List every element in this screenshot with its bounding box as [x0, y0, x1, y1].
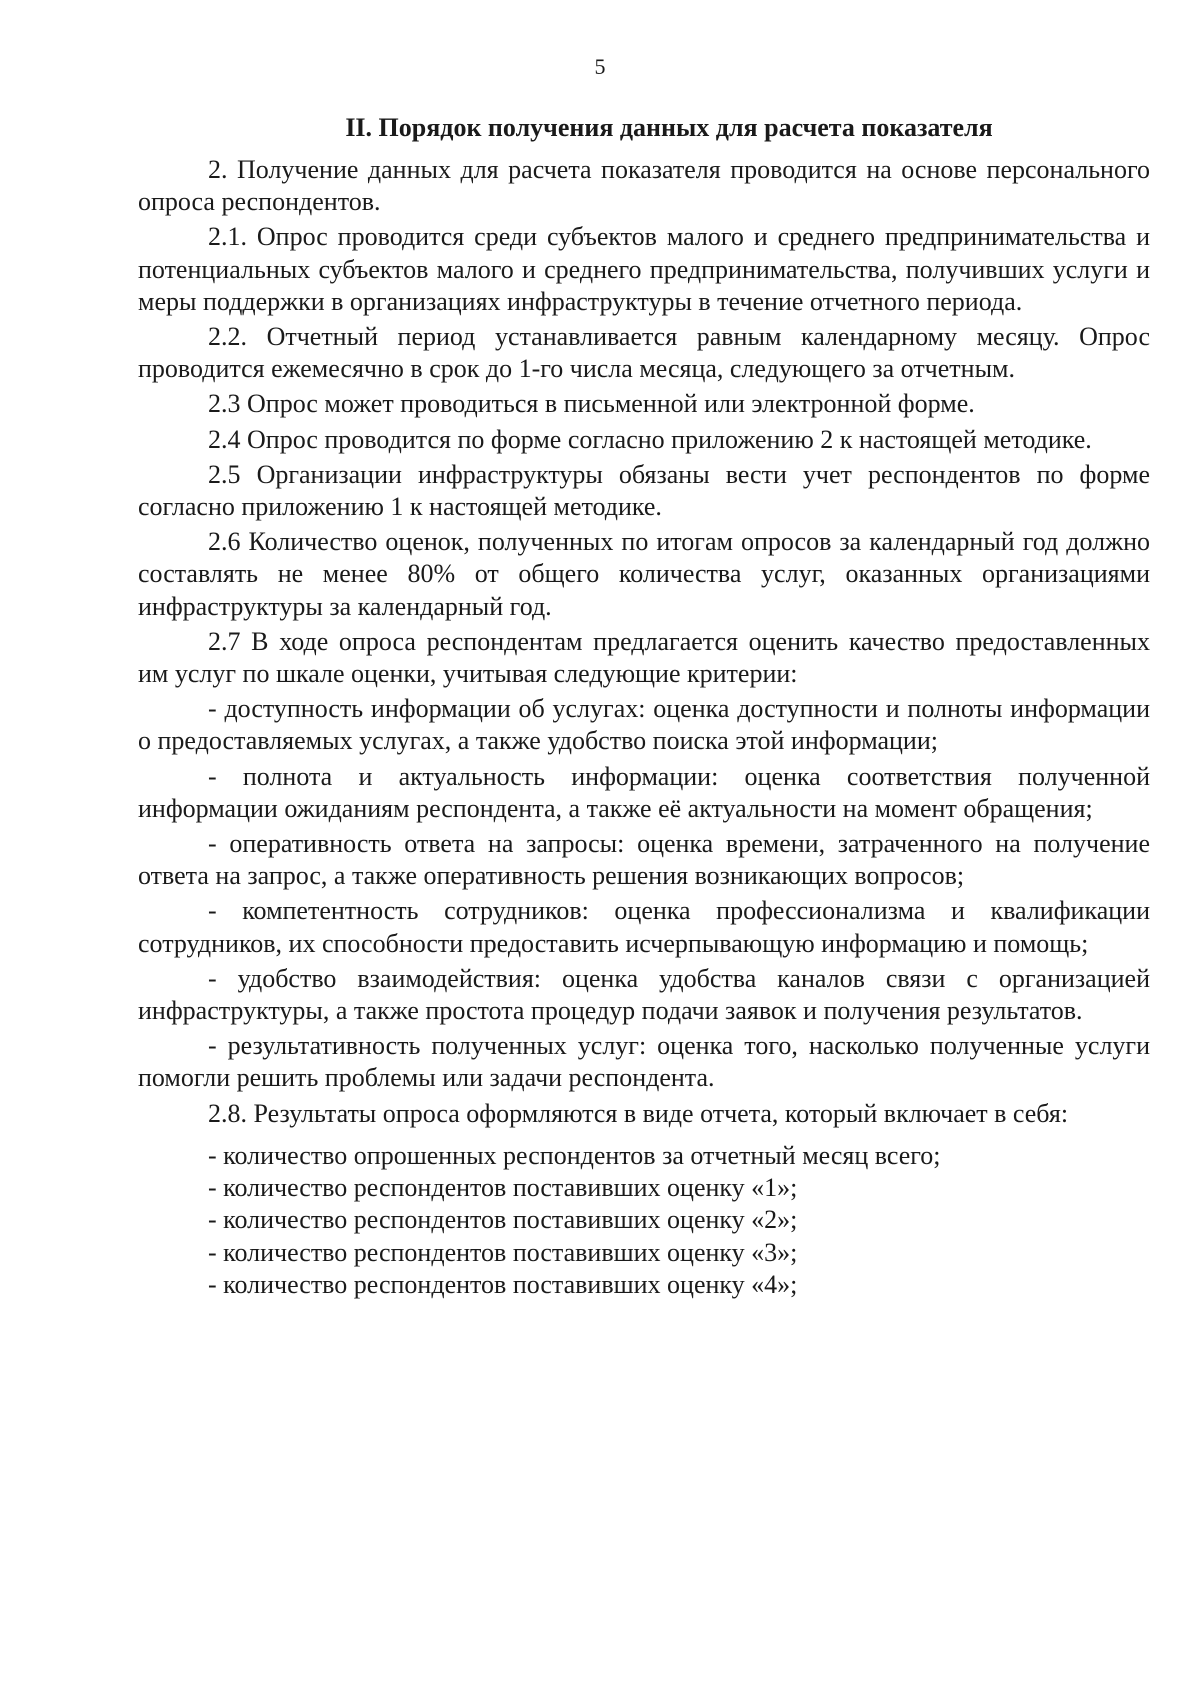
page-number: 5 — [594, 54, 606, 79]
paragraph-2: 2. Получение данных для расчета показателя проводится на основе персонального опроса респондентов. — [138, 155, 1150, 217]
criterion-interaction-convenience: - удобство взаимодействия: оценка удобства каналов связи с организацией инфраструктуры, а также простота процедур подачи заявок и получения результатов. — [138, 963, 1150, 1026]
paragraph-2-4: 2.4 Опрос проводится по форме согласно приложению 2 к настоящей методике. — [208, 424, 1092, 454]
report-item-score-4: - количество респондентов поставивших оценку «4»; — [208, 1269, 798, 1299]
paragraph-2-3: 2.3 Опрос может проводиться в письменной или электронной форме. — [208, 389, 975, 419]
paragraph-2-5: 2.5 Организации инфраструктуры обязаны вести учет респондентов по форме согласно приложению 1 к настоящей методике. — [138, 459, 1150, 522]
report-item-score-2: - количество респондентов поставивших оценку «2»; — [208, 1205, 798, 1235]
paragraph-2-1: 2.1. Опрос проводится среди субъектов малого и среднего предпринимательства и потенциальных субъектов малого и среднего предпринимательства, получивших услуги и меры поддержки в организациях инфраструктуры в течение отчетного периода. — [138, 222, 1150, 316]
document-body — [138, 112, 1150, 1301]
paragraph-2-7: 2.7 В ходе опроса респондентам предлагается оценить качество предоставленных им услуг по шкале оценки, учитывая следующие критерии: — [138, 626, 1150, 689]
criterion-information-completeness: - полнота и актуальность информации: оценка соответствия полученной информации ожиданиям респондента, а также её актуальности на момент обращения; — [138, 761, 1150, 823]
paragraph-2-6: 2.6 Количество оценок, полученных по итогам опросов за календарный год должно составлять не менее 80% от общего количества услуг, оказанных организациями инфраструктуры за календарный год. — [138, 527, 1150, 621]
section-title: II. Порядок получения данных для расчета показателя — [345, 113, 993, 142]
report-item-score-3: - количество респондентов поставивших оценку «3»; — [208, 1237, 798, 1267]
paragraph-2-8: 2.8. Результаты опроса оформляются в виде отчета, который включает в себя: — [208, 1098, 1069, 1128]
paragraph-2-2: 2.2. Отчетный период устанавливается равным календарному месяцу. Опрос проводится ежемесячно в срок до 1-го числа месяца, следующего за отчетным. — [138, 322, 1150, 384]
report-item-score-1: - количество респондентов поставивших оценку «1»; — [208, 1173, 798, 1203]
criterion-staff-competence: - компетентность сотрудников: оценка профессионализма и квалификации сотрудников, их способности предоставить исчерпывающую информацию и помощь; — [138, 896, 1150, 958]
criterion-response-speed: - оперативность ответа на запросы: оценка времени, затраченного на получение ответа на запрос, а также оперативность решения возникающих вопросов; — [138, 829, 1150, 891]
criterion-service-effectiveness: - результативность полученных услуг: оценка того, насколько полученные услуги помогли решить проблемы или задачи респондента. — [138, 1031, 1150, 1093]
report-item-total: - количество опрошенных респондентов за отчетный месяц всего; — [208, 1140, 941, 1170]
criterion-information-availability: - доступность информации об услугах: оценка доступности и полноты информации о предоставляемых услугах, а также удобство поиска этой информации; — [138, 694, 1150, 756]
